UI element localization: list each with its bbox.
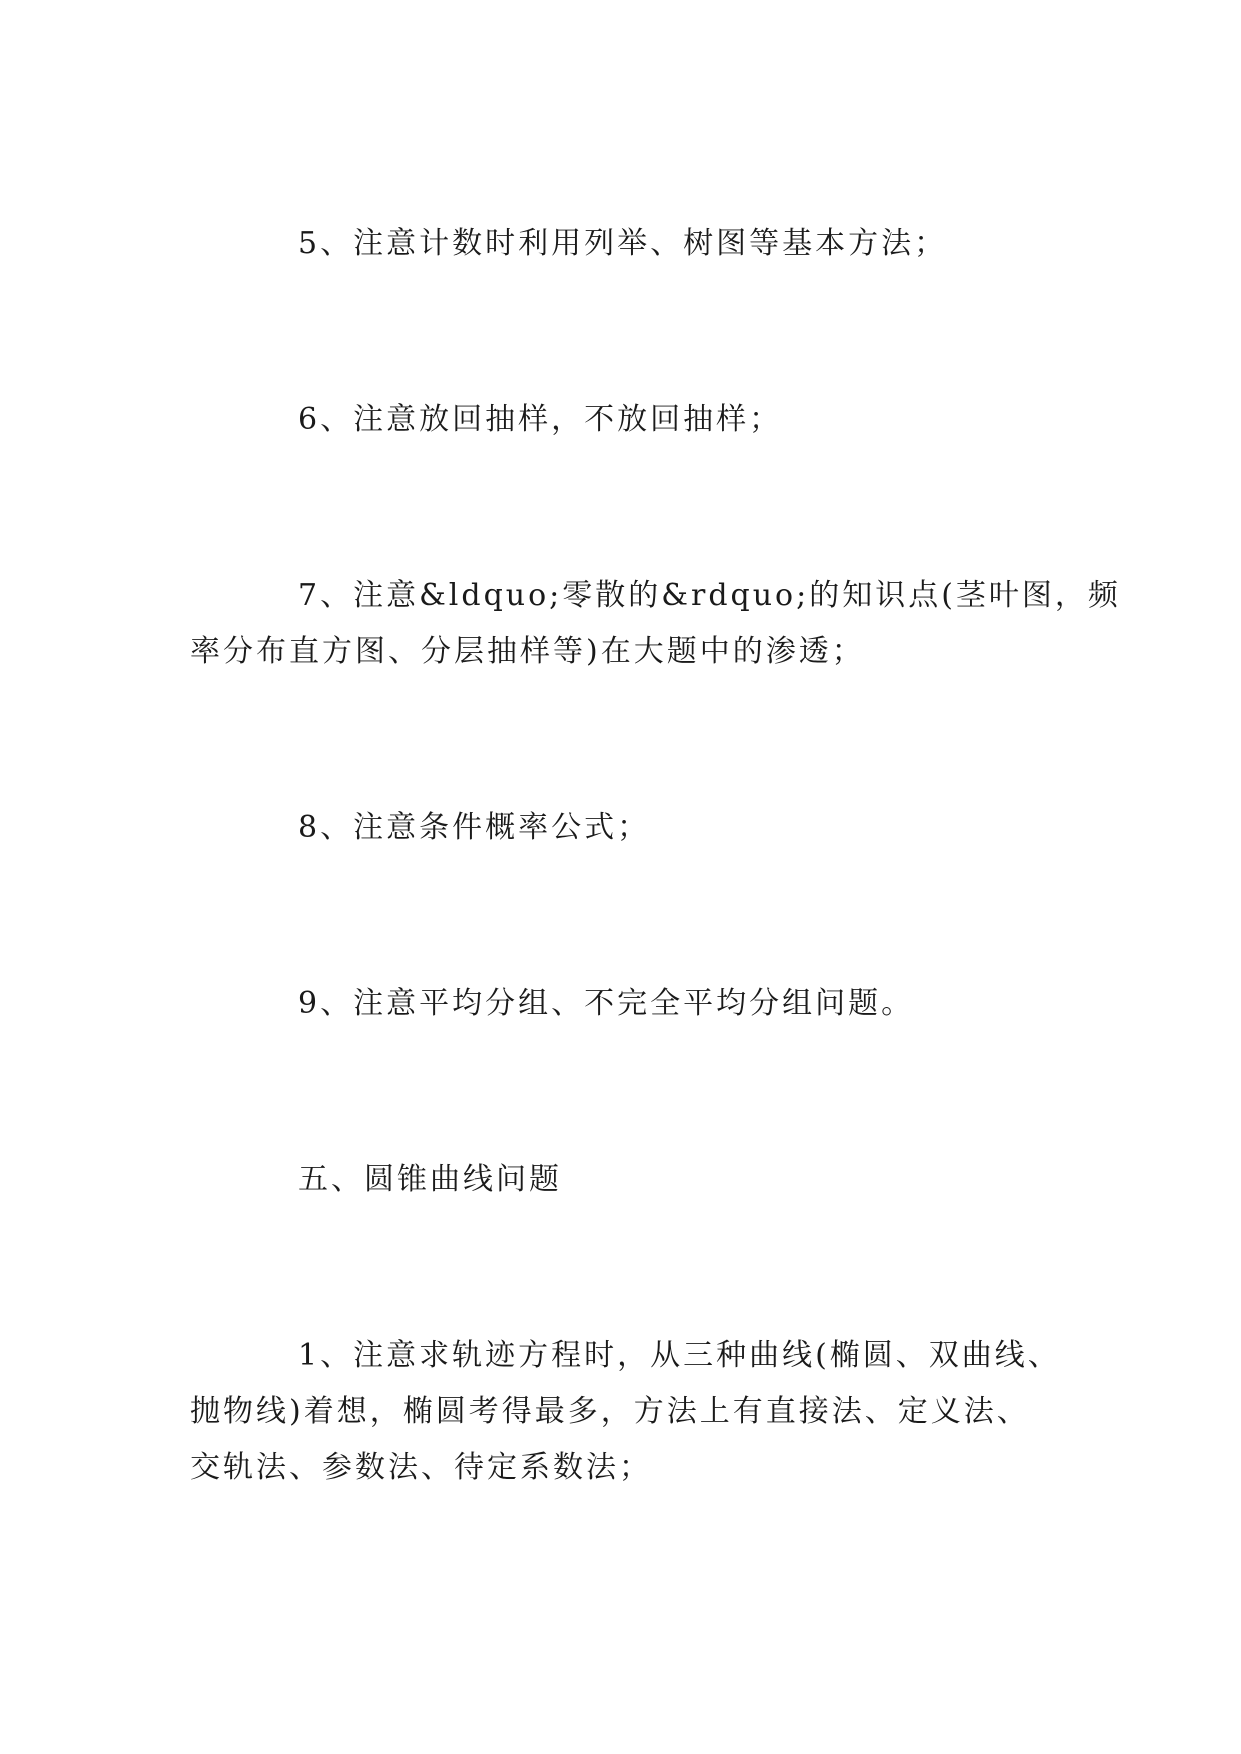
paragraph-item-8: 8、注意条件概率公式； (298, 810, 651, 845)
paragraph-item-1-line-1: 1、注意求轨迹方程时，从三种曲线(椭圆、双曲线、 (298, 1338, 1061, 1373)
paragraph-item-1-line-2: 抛物线)着想，椭圆考得最多，方法上有直接法、定义法、 (190, 1394, 1030, 1429)
section-heading-conic-sections: 五、圆锥曲线问题 (298, 1162, 562, 1197)
paragraph-item-7-line-1: 7、注意&ldquo;零散的&rdquo;的知识点(茎叶图，频 (298, 578, 1121, 613)
paragraph-item-7-line-2: 率分布直方图、分层抽样等)在大题中的渗透； (190, 634, 865, 669)
paragraph-item-6: 6、注意放回抽样，不放回抽样； (298, 402, 783, 437)
paragraph-item-5: 5、注意计数时利用列举、树图等基本方法； (298, 226, 948, 261)
paragraph-item-1-line-3: 交轨法、参数法、待定系数法； (190, 1450, 652, 1485)
paragraph-item-9: 9、注意平均分组、不完全平均分组问题。 (298, 986, 915, 1021)
